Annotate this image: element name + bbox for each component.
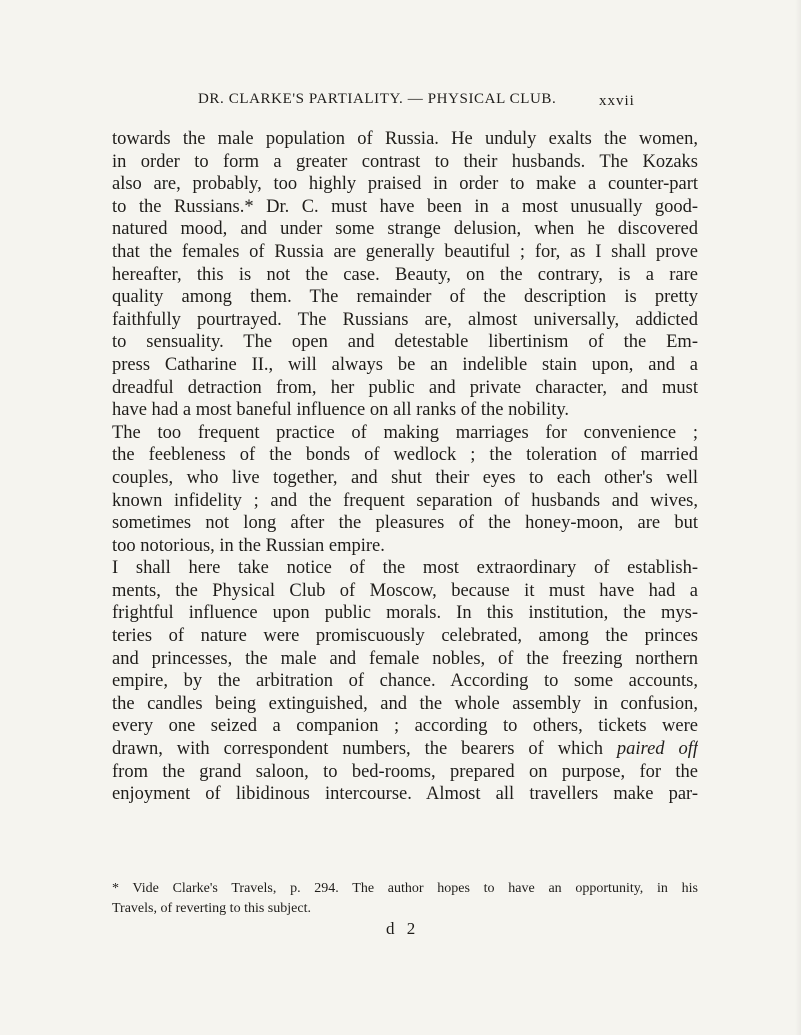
text-segment: drawn, with correspondent numbers, the bearers of which [112,739,617,760]
text-line: couples, who live together, and shut their eyes to each other's well [112,467,698,488]
text-line: in order to form a greater contrast to their husbands. The Kozaks [112,151,698,172]
text-line: The too frequent practice of making marriages for convenience ; [112,422,698,443]
text-line: I shall here take notice of the most extraordinary of establish- [112,558,698,579]
text-line: ments, the Physical Club of Moscow, because it must have had a [112,580,698,601]
running-head: DR. CLARKE'S PARTIALITY. — PHYSICAL CLUB. [198,91,557,107]
body-text [112,128,698,806]
text-line: to sensuality. The open and detestable libertinism of the Em- [112,332,698,353]
page-number: xxvii [599,93,635,109]
text-line [112,738,698,761]
text-line: the feebleness of the bonds of wedlock ; the toleration of married [112,445,698,466]
text-line: that the females of Russia are generally beautiful ; for, as I shall prove [112,241,698,262]
text-line: too notorious, in the Russian empire. [112,535,385,556]
footnote [112,879,698,919]
text-line: to the Russians.* Dr. C. must have been in a most unusually good- [112,196,698,217]
text-line: press Catharine II., will always be an indelible stain upon, and a [112,354,698,375]
text-line: frightful influence upon public morals. In this institution, the mys- [112,603,698,624]
text-line: known infidelity ; and the frequent separation of husbands and wives, [112,490,698,511]
text-line: quality among them. The remainder of the description is pretty [112,287,698,308]
text-line: natured mood, and under some strange delusion, when he discovered [112,219,698,240]
italic-phrase: paired off [616,739,698,760]
text-line: empire, by the arbitration of chance. According to some accounts, [112,671,698,692]
signature-mark: d 2 [386,919,420,938]
text-line: towards the male population of Russia. He unduly exalts the women, [112,129,698,149]
text-line: from the grand saloon, to bed-rooms, prepared on purpose, for the [112,761,698,782]
text-line: also are, probably, too highly praised in order to make a counter-part [112,174,698,195]
text-line: enjoyment of libidinous intercourse. Almost all travellers make par- [112,784,698,805]
page-edge-shadow [795,0,801,1035]
text-line: dreadful detraction from, her public and private character, and must [112,377,698,398]
text-line: the candles being extinguished, and the whole assembly in confusion, [112,693,698,714]
text-line: hereafter, this is not the case. Beauty, on the contrary, is a rare [112,264,698,285]
text-line: every one seized a companion ; according to others, tickets were [112,716,698,737]
footnote-line: Travels, of reverting to this subject. [112,901,311,916]
text-line: faithfully pourtrayed. The Russians are, almost universally, addicted [112,309,698,330]
text-line: have had a most baneful influence on all ranks of the nobility. [112,400,570,421]
text-line: and princesses, the male and female nobles, of the freezing northern [112,648,698,669]
footnote-line: * Vide Clarke's Travels, p. 294. The author hopes to have an opportunity, in his [112,881,698,896]
text-line: teries of nature were promiscuously celebrated, among the princes [112,626,698,647]
text-line: sometimes not long after the pleasures of the honey-moon, are but [112,513,698,534]
